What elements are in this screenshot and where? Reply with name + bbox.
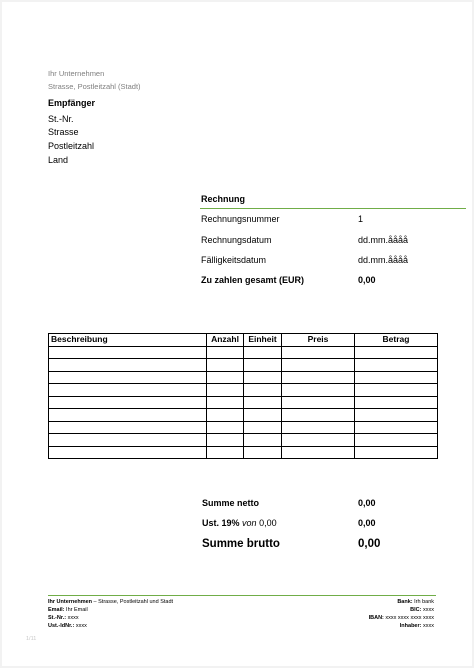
recipient-line: Postleitzahl: [48, 141, 95, 151]
table-cell: [355, 396, 438, 409]
table-cell: [49, 396, 207, 409]
footer-tax-number-line: [48, 614, 79, 622]
column-header-amount: Betrag: [355, 334, 438, 347]
footer-vat-id-value: xxxx: [75, 623, 87, 629]
net-total-value: 0,00: [358, 498, 376, 508]
table-cell: [49, 434, 207, 447]
table-cell: [355, 346, 438, 359]
net-total-label: Summe netto: [202, 498, 260, 508]
table-cell: [244, 396, 282, 409]
gross-total-value: 0,00: [358, 538, 381, 550]
table-cell: [207, 446, 244, 459]
footer-company-line: [48, 598, 173, 606]
table-row: [49, 421, 438, 434]
footer-iban-label: IBAN:: [368, 615, 384, 621]
footer-vat-id-label: Ust.-IdNr.:: [48, 623, 75, 629]
recipient-line: Strasse: [48, 127, 79, 137]
table-cell: [282, 434, 355, 447]
table-row: [49, 384, 438, 397]
table-cell: [49, 446, 207, 459]
footer-email-value: Ihr Email: [66, 607, 88, 613]
table-cell: [207, 434, 244, 447]
table-cell: [282, 446, 355, 459]
footer-bank-value: Irh bank: [414, 599, 434, 605]
table-cell: [244, 346, 282, 359]
table-cell: [207, 409, 244, 422]
invoice-number-value: 1: [358, 214, 364, 224]
vat-label: Ust. 19%: [202, 518, 240, 528]
due-date-value: dd.mm.åååå: [358, 255, 409, 265]
table-header-row: [49, 334, 438, 347]
table-cell: [355, 359, 438, 372]
table-row: [49, 346, 438, 359]
table-cell: [207, 346, 244, 359]
footer-bank-line: [397, 598, 434, 606]
recipient-line: Land: [48, 155, 69, 165]
table-cell: [49, 346, 207, 359]
footer-tax-number-value: xxxx: [67, 615, 79, 621]
table-cell: [355, 371, 438, 384]
table-row: [49, 409, 438, 422]
invoice-number-label: Rechnungsnummer: [201, 214, 280, 224]
column-header-unit: Einheit: [244, 334, 282, 347]
footer-bic-value: xxxx: [423, 607, 434, 613]
table-row: [49, 371, 438, 384]
footer-owner-line: [400, 622, 434, 630]
invoice-page: [2, 2, 472, 666]
footer-bic-label: BIC:: [410, 607, 422, 613]
table-cell: [244, 371, 282, 384]
table-cell: [244, 409, 282, 422]
table-cell: [207, 384, 244, 397]
table-cell: [282, 384, 355, 397]
footer-tax-number-label: St.-Nr.:: [48, 615, 67, 621]
table-cell: [244, 421, 282, 434]
footer-owner-label: Inhaber:: [399, 623, 422, 629]
due-date-label: Fälligkeitsdatum: [201, 255, 267, 265]
vat-line: [202, 518, 277, 528]
table-cell: [282, 359, 355, 372]
table-cell: [282, 409, 355, 422]
table-cell: [282, 421, 355, 434]
table-cell: [282, 346, 355, 359]
table-row: [49, 434, 438, 447]
table-cell: [355, 409, 438, 422]
table-cell: [49, 371, 207, 384]
table-row: [49, 446, 438, 459]
column-header-price: Preis: [282, 334, 355, 347]
table-cell: [207, 359, 244, 372]
vat-base-value: 0,00: [259, 518, 277, 528]
table-row: [49, 396, 438, 409]
footer-owner-value: xxxx: [423, 623, 434, 629]
recipient-label: Empfänger: [48, 98, 96, 108]
footer-bic-line: [410, 606, 434, 614]
table-cell: [244, 446, 282, 459]
footer-company: Ihr Unternehmen: [48, 599, 93, 605]
invoice-date-value: dd.mm.åååå: [358, 235, 409, 245]
table-cell: [244, 384, 282, 397]
recipient-line: St.-Nr.: [48, 114, 74, 124]
table-cell: [355, 446, 438, 459]
footer-iban-value: xxxx xxxx xxxx xxxx: [385, 615, 434, 621]
table-cell: [49, 359, 207, 372]
column-header-description: Beschreibung: [49, 334, 207, 347]
table-cell: [355, 421, 438, 434]
column-header-quantity: Anzahl: [207, 334, 244, 347]
footer-divider: [48, 595, 436, 596]
invoice-heading: Rechnung: [201, 194, 245, 204]
footer-bank-label: Bank:: [397, 599, 413, 605]
footer-iban-line: [369, 614, 434, 622]
gross-total-label: Summe brutto: [202, 538, 280, 550]
table-cell: [49, 421, 207, 434]
table-cell: [244, 359, 282, 372]
table-row: [49, 359, 438, 372]
footer-email-label: Email:: [48, 607, 65, 613]
table-body: [49, 346, 438, 459]
footer-company-address: – Strasse, Postleitzahl und Stadt: [93, 599, 174, 605]
invoice-date-label: Rechnungsdatum: [201, 235, 272, 245]
table-cell: [49, 384, 207, 397]
table-cell: [207, 371, 244, 384]
table-cell: [282, 371, 355, 384]
table-cell: [244, 434, 282, 447]
amount-due-value: 0,00: [358, 275, 376, 285]
sender-address: Strasse, Postleitzahl (Stadt): [48, 82, 141, 91]
line-items-table: [48, 333, 438, 459]
sender-name: Ihr Unternehmen: [48, 69, 105, 78]
footer-email-line: [48, 606, 88, 614]
vat-von: von: [242, 518, 257, 528]
table-cell: [207, 421, 244, 434]
table-cell: [282, 396, 355, 409]
table-cell: [355, 384, 438, 397]
footer-vat-id-line: [48, 622, 87, 630]
page-number: 1/11: [26, 636, 37, 642]
amount-due-label: Zu zahlen gesamt (EUR): [201, 275, 305, 285]
table-cell: [49, 409, 207, 422]
table-cell: [355, 434, 438, 447]
heading-divider: [200, 208, 466, 209]
table-cell: [207, 396, 244, 409]
vat-value: 0,00: [358, 518, 376, 528]
